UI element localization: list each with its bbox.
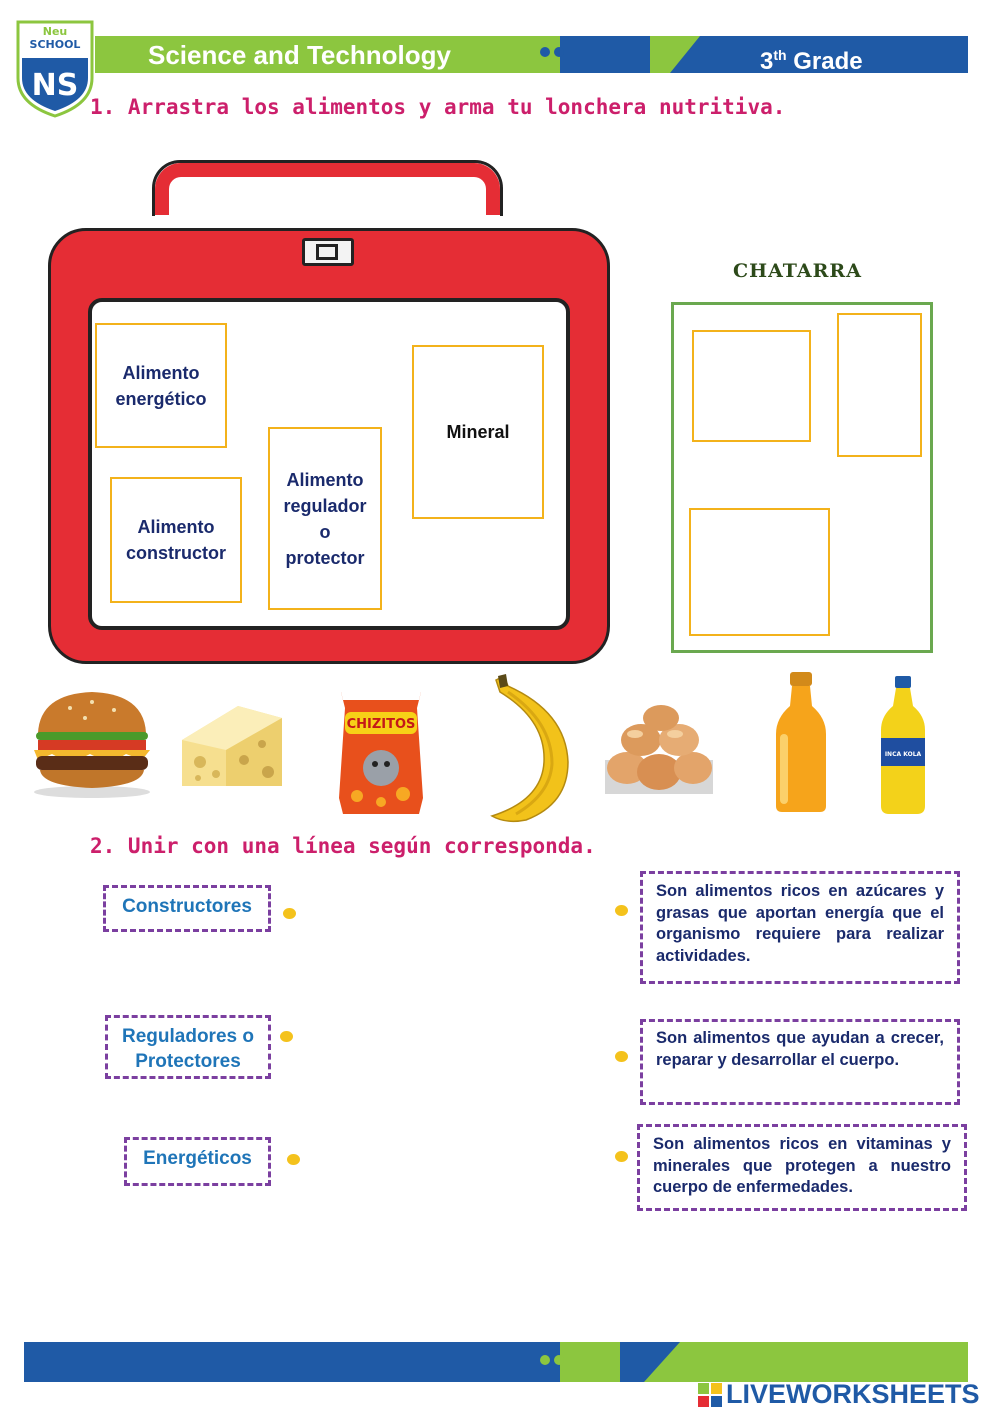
connector-dot-left-2[interactable] — [280, 1031, 293, 1042]
description-box-3[interactable] — [637, 1124, 967, 1211]
connector-dot-right-3[interactable] — [615, 1151, 628, 1162]
description-box-2[interactable] — [640, 1019, 960, 1105]
question-2: 2. Unir con una línea según corresponda. — [90, 834, 596, 858]
chatarra-slot-3[interactable] — [689, 508, 830, 636]
grade-label: 3th Grade — [760, 47, 863, 75]
soda-bottle-icon[interactable] — [877, 674, 929, 816]
term-constructores[interactable]: Constructores — [103, 885, 271, 932]
description-box-1[interactable] — [640, 871, 960, 984]
connector-dot-right-2[interactable] — [615, 1051, 628, 1062]
chips-bag-icon[interactable] — [335, 688, 427, 818]
chatarra-title: CHATARRA — [733, 260, 862, 282]
description-reguladores: Son alimentos ricos en vitaminas y minerales que protegen a nuestro cuerpo de enfermedades. — [653, 1135, 951, 1196]
dropzone-constructor[interactable]: Alimento constructor — [110, 477, 242, 603]
liveworksheets-logo-icon — [698, 1383, 722, 1407]
dropzone-energetico[interactable]: Alimento energético — [95, 323, 227, 448]
chatarra-slot-1[interactable] — [692, 330, 811, 442]
bread-rolls-icon[interactable] — [605, 702, 713, 794]
connector-dot-left-1[interactable] — [283, 908, 296, 919]
term-reguladores[interactable]: Reguladores o Protectores — [105, 1015, 271, 1079]
subject-title: Science and Technology — [148, 40, 451, 70]
hamburger-icon[interactable] — [30, 688, 155, 800]
header-dots — [540, 47, 564, 57]
juice-bottle-icon[interactable] — [770, 670, 832, 814]
banana-icon[interactable] — [486, 672, 586, 824]
connector-dot-left-3[interactable] — [287, 1154, 300, 1165]
footer-dots — [540, 1355, 564, 1365]
dropzone-regulador[interactable]: Alimento regulador o protector — [268, 427, 382, 610]
lunchbox-handle — [155, 163, 500, 215]
description-energeticos: Son alimentos ricos en azúcares y grasas que aportan energía que el organismo requiere para realizar actividades. — [656, 882, 944, 965]
cheese-icon[interactable] — [178, 700, 286, 792]
chips-label: CHIZITOS — [346, 717, 416, 732]
dropzone-mineral[interactable]: Mineral — [412, 345, 544, 519]
logo-initials: NS — [31, 68, 79, 103]
lunchbox-clasp-lock — [316, 244, 338, 260]
logo-text-neu: Neu — [42, 25, 68, 38]
chatarra-slot-2[interactable] — [837, 313, 922, 457]
liveworksheets-brand[interactable]: LIVEWORKSHEETS — [726, 1379, 980, 1409]
school-logo — [14, 18, 96, 118]
soda-label: INCA KOLA — [884, 751, 922, 758]
question-1: 1. Arrastra los alimentos y arma tu lonchera nutritiva. — [90, 95, 786, 119]
logo-text-school: SCHOOL — [29, 38, 81, 51]
description-constructores: Son alimentos que ayudan a crecer, reparar y desarrollar el cuerpo. — [656, 1029, 944, 1069]
connector-dot-right-1[interactable] — [615, 905, 628, 916]
term-energeticos[interactable]: Energéticos — [124, 1137, 271, 1186]
